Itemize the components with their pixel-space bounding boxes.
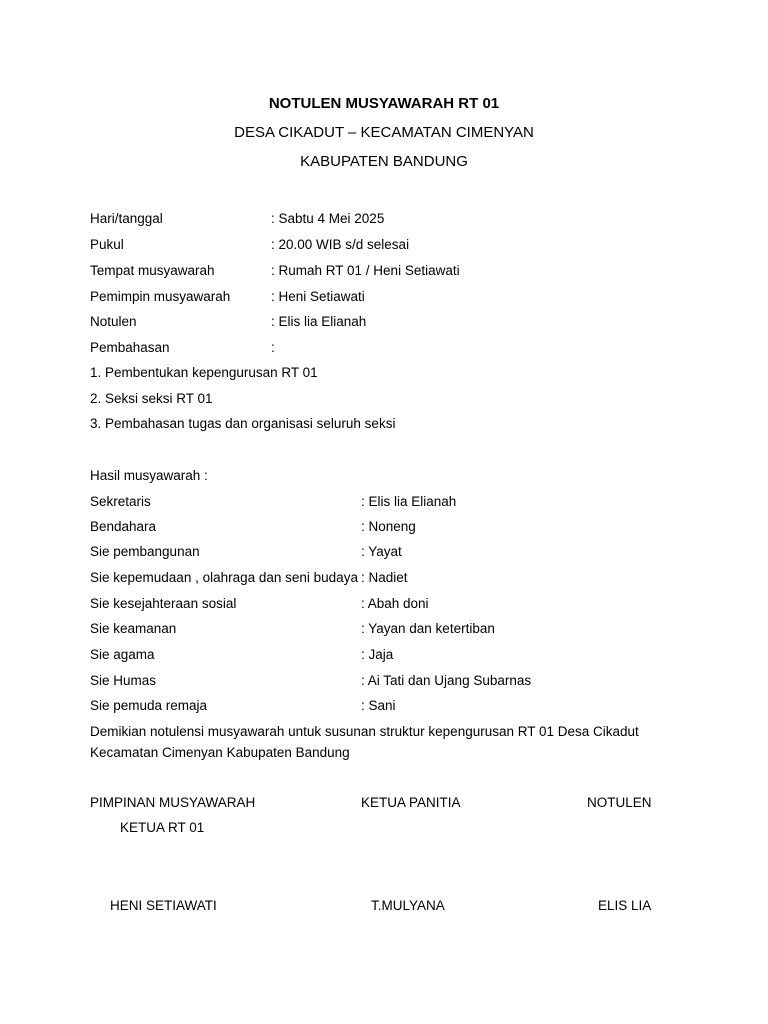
result-label: Sie keamanan [90, 621, 177, 636]
result-label: Sie kesejahteraan sosial [90, 596, 237, 611]
result-label: Sie pemuda remaja [90, 698, 208, 713]
info-label-leader: Pemimpin musyawarah [90, 289, 231, 304]
result-value: : Yayat [361, 544, 402, 559]
info-value-discussion: : [271, 340, 275, 355]
result-label: Bendahara [90, 519, 157, 534]
info-label-date: Hari/tanggal [90, 211, 163, 226]
signature-name-committee-head: T.MULYANA [371, 898, 445, 913]
info-value-leader: : Heni Setiawati [271, 289, 365, 304]
closing-paragraph: Demikian notulensi musyawarah untuk susunan struktur kepengurusan RT 01 Desa Cikadut Kecamatan Cimenyan Kabupaten Bandung [90, 724, 639, 760]
agenda-item: 1. Pembentukan kepengurusan RT 01 [90, 365, 318, 380]
result-value: : Jaja [361, 647, 394, 662]
result-label: Sekretaris [90, 494, 151, 509]
result-value: : Elis lia Elianah [361, 494, 457, 509]
result-value: : Abah doni [361, 596, 429, 611]
signature-role-committee-head: KETUA PANITIA [361, 795, 461, 810]
signature-name-leader: HENI SETIAWATI [110, 898, 217, 913]
info-value-time: : 20.00 WIB s/d selesai [271, 237, 410, 252]
signature-role-notetaker: NOTULEN [587, 795, 652, 810]
info-label-place: Tempat musyawarah [90, 263, 215, 278]
result-value: : Noneng [361, 519, 416, 534]
result-label: Sie pembangunan [90, 544, 200, 559]
document-subtitle-village: DESA CIKADUT – KECAMATAN CIMENYAN [234, 124, 534, 141]
document-title: NOTULEN MUSYAWARAH RT 01 [268, 95, 500, 112]
result-label: Sie kepemudaan , olahraga dan seni budaya [90, 570, 358, 585]
result-value: : Yayan dan ketertiban [361, 621, 495, 636]
info-value-place: : Rumah RT 01 / Heni Setiawati [271, 263, 460, 278]
info-value-notetaker: : Elis lia Elianah [271, 314, 367, 329]
agenda-item: 2. Seksi seksi RT 01 [90, 391, 213, 406]
info-label-notetaker: Notulen [90, 314, 137, 329]
info-label-time: Pukul [90, 237, 124, 252]
result-value: : Ai Tati dan Ujang Subarnas [361, 673, 532, 688]
result-value: : Nadiet [361, 570, 408, 585]
signature-role-leader-sub: KETUA RT 01 [120, 820, 205, 835]
document-subtitle-regency: KABUPATEN BANDUNG [300, 153, 468, 170]
results-heading: Hasil musyawarah : [90, 468, 208, 483]
signature-role-leader: PIMPINAN MUSYAWARAH [90, 795, 256, 810]
result-label: Sie agama [90, 647, 155, 662]
agenda-item: 3. Pembahasan tugas dan organisasi seluruh seksi [90, 416, 396, 431]
result-label: Sie Humas [90, 673, 157, 688]
info-label-discussion: Pembahasan [90, 340, 170, 355]
info-value-date: : Sabtu 4 Mei 2025 [271, 211, 385, 226]
signature-name-notetaker: ELIS LIA [598, 898, 652, 913]
result-value: : Sani [361, 698, 396, 713]
